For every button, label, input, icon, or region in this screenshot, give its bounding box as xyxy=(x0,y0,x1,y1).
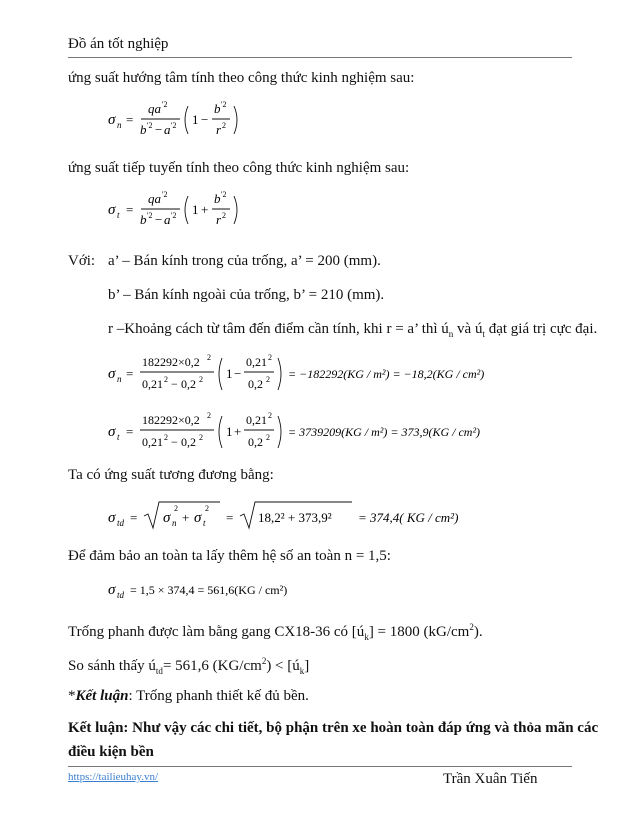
svg-text:=: = xyxy=(226,510,234,525)
svg-text:td: td xyxy=(117,518,125,528)
sigma-n-inner-num: 0,21 xyxy=(246,355,267,369)
voi-label: Với: xyxy=(68,253,96,269)
svg-text:r: r xyxy=(216,122,222,137)
equation-sigma-t-general xyxy=(108,190,268,235)
svg-text:σ: σ xyxy=(108,424,116,440)
svg-text:td: td xyxy=(117,590,125,600)
definition-r-sub-n: n xyxy=(448,329,454,339)
trong-phanh-post: ] = 1800 (kG/cm xyxy=(368,624,470,640)
sigma-t-num: 182292×0,2 xyxy=(142,413,200,427)
conclusion-drum-text: : Trống phanh thiết kế đủ bền. xyxy=(128,688,309,704)
svg-text:0,21: 0,21 xyxy=(142,435,163,449)
so-sanh-sub: td xyxy=(155,666,163,676)
svg-text:n: n xyxy=(117,120,122,130)
equation-sigma-n-general xyxy=(108,100,268,145)
svg-text:=: = xyxy=(126,424,134,439)
svg-text:=: = xyxy=(126,202,134,217)
svg-text:−: − xyxy=(201,112,209,127)
definition-r-sub-t: t xyxy=(482,329,485,339)
so-sanh-end: ] xyxy=(304,658,310,674)
svg-text:2: 2 xyxy=(207,353,211,362)
svg-text:b: b xyxy=(140,212,147,227)
svg-text:t: t xyxy=(117,432,120,442)
svg-text:'2: '2 xyxy=(147,211,153,220)
svg-text:σ: σ xyxy=(108,582,116,598)
svg-text:=: = xyxy=(126,112,134,127)
definition-a: a’ – Bán kính trong của trống, a’ = 200 (mm). xyxy=(108,253,381,269)
svg-text:2: 2 xyxy=(268,353,272,362)
svg-text:'2: '2 xyxy=(171,121,177,130)
definition-r xyxy=(108,321,597,339)
svg-text:2: 2 xyxy=(199,433,203,442)
svg-text:b: b xyxy=(140,122,147,137)
definition-r-text: r –Khoảng cách từ tâm đến điểm cần tính, khi r = a’ thì ú xyxy=(108,321,449,337)
svg-text:t: t xyxy=(117,210,120,220)
svg-text:2: 2 xyxy=(268,411,272,420)
footer-link[interactable]: https://tailieuhay.vn/ xyxy=(68,771,159,783)
equation-sigma-td xyxy=(108,498,488,539)
sigma-td-safety-text: = 1,5 × 374,4 = 561,6(KG / cm²) xyxy=(130,583,288,597)
conclusion-final-line-2: điều kiện bền xyxy=(68,744,154,760)
svg-text:b: b xyxy=(214,101,221,116)
sigma-n-result: = −182292(KG / m²) = −18,2(KG / cm²) xyxy=(288,367,485,381)
svg-text:n: n xyxy=(117,374,122,384)
svg-text:2: 2 xyxy=(174,504,178,513)
svg-text:'2: '2 xyxy=(221,100,227,109)
svg-text:σ: σ xyxy=(108,510,116,526)
equation-sigma-td-safety xyxy=(108,574,368,609)
svg-text:0,2: 0,2 xyxy=(181,377,196,391)
so-sanh-sup: 2 xyxy=(261,656,267,666)
footer-author: Trần Xuân Tiến xyxy=(443,771,538,787)
paragraph-sigma-n-intro: ứng suất hướng tâm tính theo công thức kinh nghiệm sau: xyxy=(68,70,415,86)
svg-text:qa: qa xyxy=(148,101,161,116)
conclusion-drum-label: Kết luận xyxy=(75,688,129,704)
paragraph-an-toan: Để đảm bảo an toàn ta lấy thêm hệ số an toàn n = 1,5: xyxy=(68,548,391,564)
svg-text:1: 1 xyxy=(192,112,199,127)
svg-text:=: = xyxy=(130,510,138,525)
sigma-t-inner-den: 0,2 xyxy=(248,435,263,449)
svg-text:+: + xyxy=(234,424,242,439)
svg-text:2: 2 xyxy=(266,433,270,442)
definition-b: b’ – Bán kính ngoài của trống, b’ = 210 (mm). xyxy=(108,287,385,303)
svg-text:'2: '2 xyxy=(221,190,227,199)
document-header-title: Đồ án tốt nghiệp xyxy=(68,36,169,52)
svg-text:'2: '2 xyxy=(171,211,177,220)
equation-sigma-t-numeric xyxy=(108,410,508,459)
conclusion-drum-star: * xyxy=(68,688,76,704)
svg-text:2: 2 xyxy=(222,121,226,130)
sigma-td-mid: 18,2² + 373,9² xyxy=(258,510,332,525)
paragraph-sigma-t-intro: ứng suất tiếp tuyến tính theo công thức kinh nghiệm sau: xyxy=(68,160,410,176)
svg-text:−: − xyxy=(155,212,163,227)
conclusion-final-line-1: Kết luận: Như vậy các chi tiết, bộ phận trên xe hoàn toàn đáp ứng và thỏa mãn các xyxy=(68,720,599,736)
so-sanh-sub2: k xyxy=(299,666,305,676)
svg-text:+: + xyxy=(182,510,190,525)
header-rule xyxy=(68,57,572,58)
definition-r-tail: đạt giá trị cực đại. xyxy=(484,321,598,337)
svg-text:σ: σ xyxy=(108,202,116,218)
svg-text:2: 2 xyxy=(222,211,226,220)
svg-text:'2: '2 xyxy=(147,121,153,130)
svg-text:−: − xyxy=(171,435,178,449)
svg-text:=: = xyxy=(126,366,134,381)
svg-text:1: 1 xyxy=(226,424,233,439)
svg-text:+: + xyxy=(201,202,209,217)
svg-text:t: t xyxy=(203,518,206,528)
svg-text:b: b xyxy=(214,191,221,206)
paragraph-trong-phanh xyxy=(68,622,483,642)
conclusion-drum xyxy=(68,688,309,705)
svg-text:2: 2 xyxy=(164,375,168,384)
svg-text:0,2: 0,2 xyxy=(181,435,196,449)
svg-text:1: 1 xyxy=(192,202,199,217)
svg-text:1: 1 xyxy=(226,366,233,381)
svg-text:−: − xyxy=(171,377,178,391)
svg-text:σ: σ xyxy=(194,510,202,526)
svg-text:2: 2 xyxy=(207,411,211,420)
svg-text:a: a xyxy=(164,212,171,227)
svg-text:2: 2 xyxy=(164,433,168,442)
paragraph-tuong-duong: Ta có ứng suất tương đương bằng: xyxy=(68,467,274,483)
sigma-t-result: = 3739209(KG / m²) = 373,9(KG / cm²) xyxy=(288,425,481,439)
sigma-n-num: 182292×0,2 xyxy=(142,355,200,369)
svg-text:a: a xyxy=(164,122,171,137)
sigma-td-result: = 374,4( KG / cm²) xyxy=(358,510,459,525)
svg-text:'2: '2 xyxy=(162,190,168,199)
trong-phanh-sub: k xyxy=(364,632,369,642)
svg-text:−: − xyxy=(234,366,242,381)
svg-text:n: n xyxy=(172,518,177,528)
sigma-t-inner-num: 0,21 xyxy=(246,413,267,427)
svg-text:2: 2 xyxy=(205,504,209,513)
so-sanh-post: ) < [ú xyxy=(266,658,300,674)
svg-text:'2: '2 xyxy=(162,100,168,109)
svg-text:r: r xyxy=(216,212,222,227)
paragraph-so-sanh xyxy=(68,656,309,676)
trong-phanh-end: ). xyxy=(473,624,483,640)
definition-r-and: và ú xyxy=(453,321,483,337)
svg-text:qa: qa xyxy=(148,191,161,206)
svg-text:σ: σ xyxy=(163,510,171,526)
svg-text:2: 2 xyxy=(199,375,203,384)
svg-text:−: − xyxy=(155,122,163,137)
so-sanh-pre: So sánh thấy ú xyxy=(68,658,156,674)
sigma-n-inner-den: 0,2 xyxy=(248,377,263,391)
svg-text:0,21: 0,21 xyxy=(142,377,163,391)
equation-sigma-n-numeric xyxy=(108,352,508,401)
svg-text:σ: σ xyxy=(108,366,116,382)
trong-phanh-sup: 2 xyxy=(469,622,474,632)
so-sanh-mid: = 561,6 (KG/cm xyxy=(162,658,262,674)
footer-rule xyxy=(68,766,572,767)
trong-phanh-pre: Trống phanh được làm bằng gang CX18-36 có [ú xyxy=(68,624,365,640)
svg-text:2: 2 xyxy=(266,375,270,384)
svg-text:σ: σ xyxy=(108,112,116,128)
